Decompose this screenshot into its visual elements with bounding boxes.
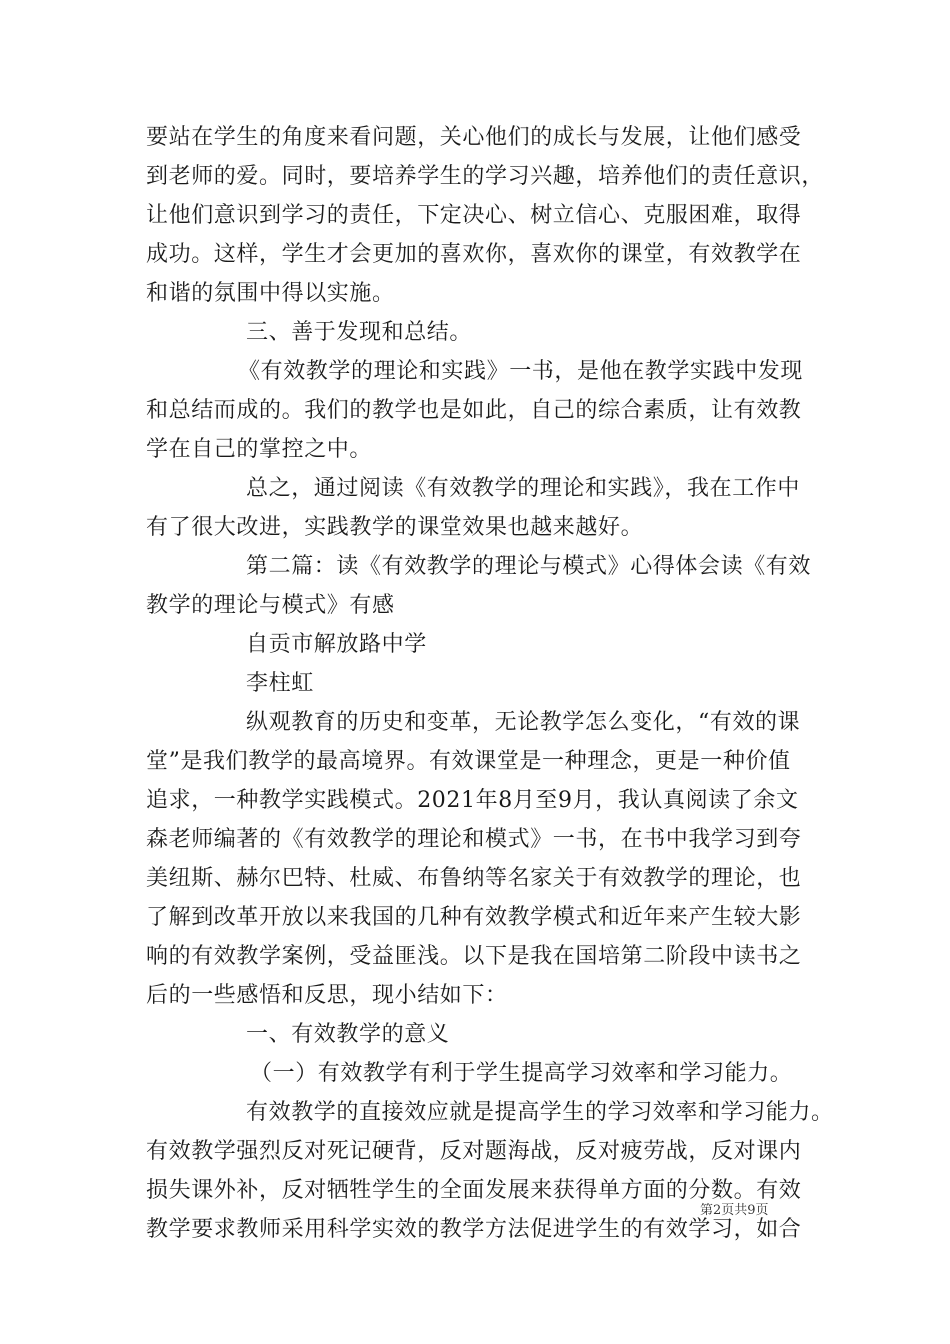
text-line: 后的一些感悟和反思，现小结如下： bbox=[146, 983, 508, 1008]
text-line: 到老师的爱。同时，要培养学生的学习兴趣，培养他们的责任意识， bbox=[146, 164, 825, 189]
text-line: 有效教学的直接效应就是提高学生的学习效率和学习能力。 bbox=[246, 1100, 834, 1125]
text-line: 响的有效教学案例，受益匪浅。以下是我在国培第二阶段中读书之 bbox=[146, 944, 802, 969]
section-heading: 一、有效教学的意义 bbox=[246, 1022, 450, 1047]
article-title: 第二篇：读《有效教学的理论与模式》心得体会读《有效 bbox=[246, 554, 812, 579]
text-line: 要站在学生的角度来看问题，关心他们的成长与发展，让他们感受 bbox=[146, 125, 802, 150]
text-line: 学在自己的掌控之中。 bbox=[146, 437, 373, 462]
text-line: 有了很大改进，实践教学的课堂效果也越来越好。 bbox=[146, 515, 644, 540]
text-line: 有效教学强烈反对死记硬背，反对题海战，反对疲劳战，反对课内 bbox=[146, 1139, 802, 1164]
text-line: 美纽斯、赫尔巴特、杜威、布鲁纳等名家关于有效教学的理论，也 bbox=[146, 866, 802, 891]
text-line: 教学要求教师采用科学实效的教学方法促进学生的有效学习，如合 bbox=[146, 1217, 802, 1242]
text-line: 追求，一种教学实践模式。2021年8月至9月，我认真阅读了余文 bbox=[146, 788, 799, 813]
section-heading: 三、善于发现和总结。 bbox=[246, 320, 473, 345]
text-line: 森老师编著的《有效教学的理论和模式》一书，在书中我学习到夸 bbox=[146, 827, 802, 852]
text-line: 《有效教学的理论和实践》一书，是他在教学实践中发现 bbox=[238, 359, 804, 384]
text-line: 纵观教育的历史和变革，无论教学怎么变化，“有效的课 bbox=[246, 710, 801, 735]
text-line: 成功。这样，学生才会更加的喜欢你，喜欢你的课堂，有效教学在 bbox=[146, 242, 802, 267]
text-line: 和谐的氛围中得以实施。 bbox=[146, 281, 395, 306]
author-school: 自贡市解放路中学 bbox=[246, 632, 427, 657]
text-line: 让他们意识到学习的责任，下定决心、树立信心、克服困难，取得 bbox=[146, 203, 802, 228]
text-line: 总之，通过阅读《有效教学的理论和实践》，我在工作中 bbox=[246, 476, 801, 501]
text-line: 了解到改革开放以来我国的几种有效教学模式和近年来产生较大影 bbox=[146, 905, 802, 930]
subsection-heading: （一）有效教学有利于学生提高学习效率和学习能力。 bbox=[250, 1061, 793, 1086]
article-title: 教学的理论与模式》有感 bbox=[146, 593, 395, 618]
text-line: 堂”是我们教学的最高境界。有效课堂是一种理念，更是一种价值 bbox=[146, 749, 791, 774]
page-number: 第2页共9页 bbox=[700, 1203, 769, 1218]
author-name: 李柱虹 bbox=[246, 671, 314, 696]
text-line: 和总结而成的。我们的教学也是如此，自己的综合素质，让有效教 bbox=[146, 398, 802, 423]
text-line: 损失课外补，反对牺牲学生的全面发展来获得单方面的分数。有效 bbox=[146, 1178, 802, 1203]
